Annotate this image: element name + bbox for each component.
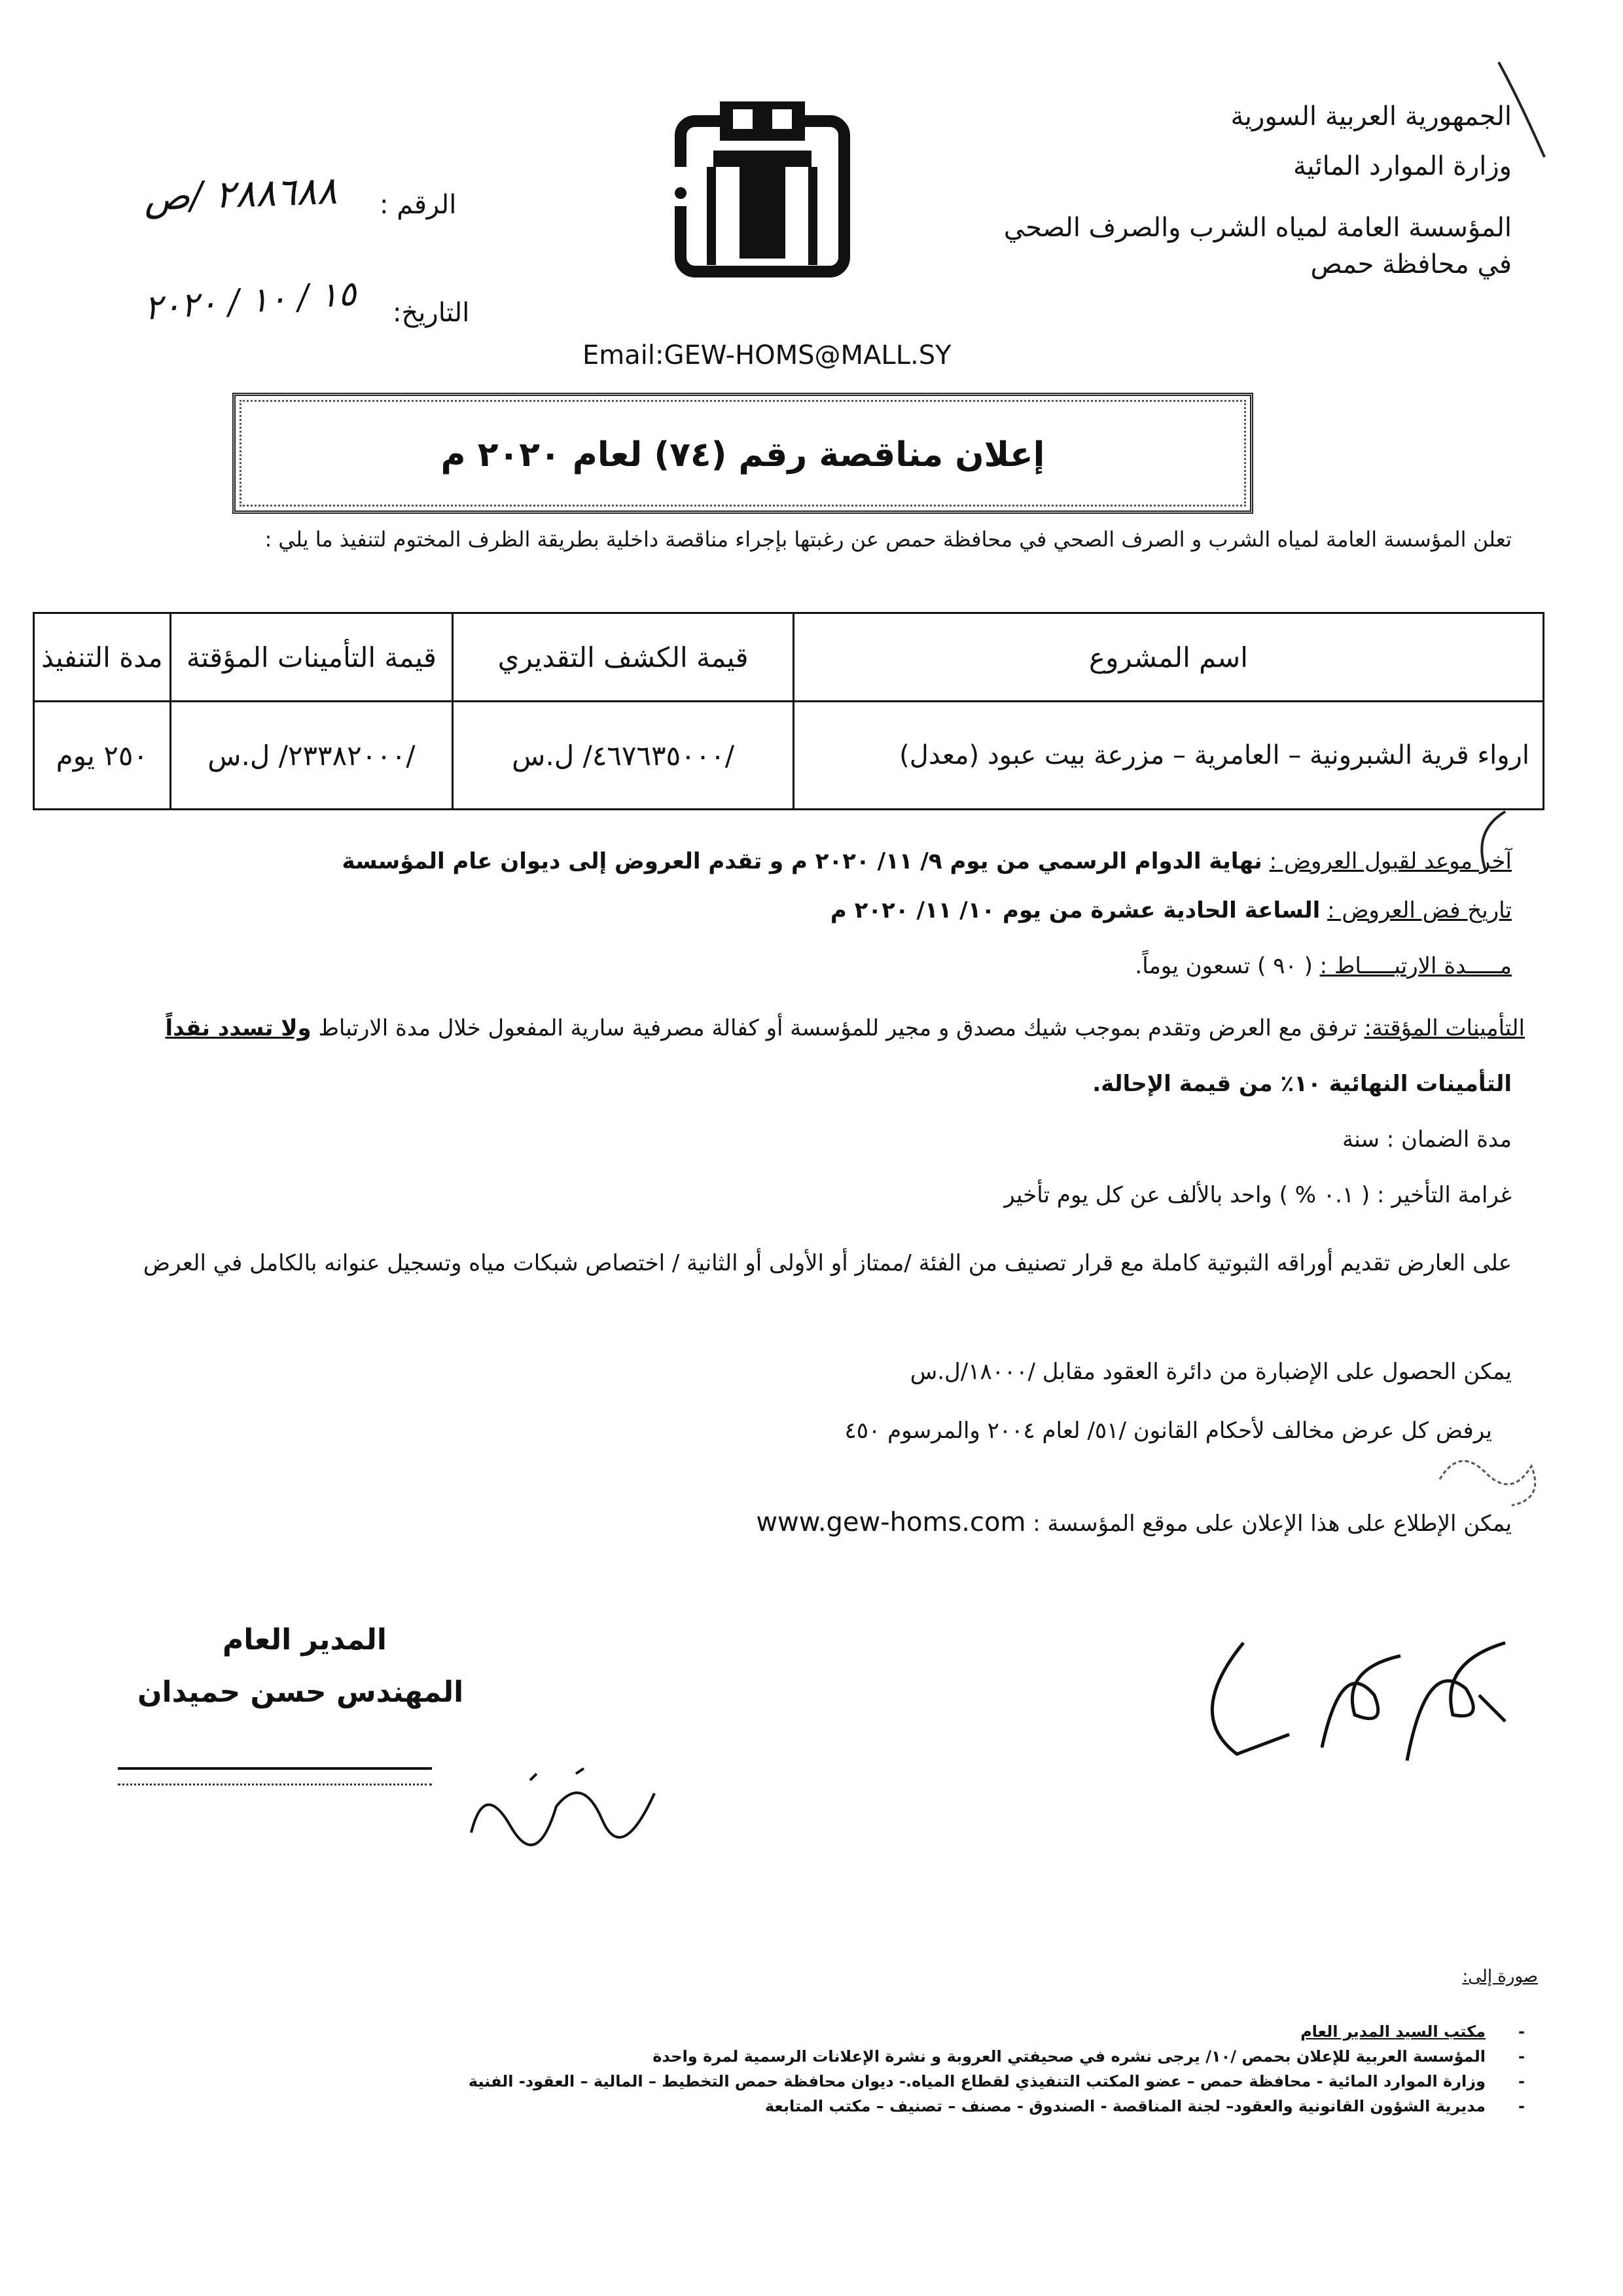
website-text: يمكن الإطلاع على هذا الإعلان على موقع المؤسسة : <box>1033 1511 1512 1537</box>
table-row <box>34 702 1544 810</box>
col-duration: مدة التنفيذ <box>34 613 171 702</box>
bidder-requirement-line: على العارض تقديم أوراقه الثبوتية كاملة مع قرار تصنيف من الفئة /ممتاز أو الأولى أو الثانية / اختصاص شبكات مياه وتسجيل عنوانه بالكامل في العرض <box>143 1250 1512 1276</box>
cell-temp-guarantee: /٢٣٣٨٢٠٠٠/ ل.س <box>170 702 453 810</box>
website-line <box>72 1505 1512 1541</box>
tender-table <box>33 612 1544 810</box>
penalty-line: غرامة التأخير : ( ٠.١ % ) واحد بالألف عن كل يوم تأخير <box>1004 1182 1512 1208</box>
col-project-name: اسم المشروع <box>793 613 1543 702</box>
title-frame <box>232 393 1253 514</box>
opening-line <box>72 893 1512 927</box>
opening-text: الساعة الحادية عشرة من يوم ١٠/ ١١/ ٢٠٢٠ م <box>830 897 1321 924</box>
reference-number-label: الرقم : <box>380 190 457 220</box>
cell-estimate-value: /٤٦٧٦٣٥٠٠٠/ ل.س <box>453 702 794 810</box>
list-item: - مديرية الشؤون القانونية والعقود– لجنة المناقصة - الصندوق - مصنف – تصنيف – مكتب المتابعة <box>412 2094 1525 2119</box>
institution-logo <box>668 95 857 278</box>
binding-text: ( ٩٠ ) تسعون يوماً. <box>1135 953 1313 979</box>
table-header-row <box>34 613 1544 702</box>
email-address: Email:GEW-HOMS@MALL.SY <box>582 340 952 370</box>
opening-label: تاريخ فض العروض : <box>1327 897 1512 924</box>
tender-title: إعلان مناقصة رقم (٧٤) لعام ٢٠٢٠ م <box>440 435 1045 475</box>
website-url: www.gew-homs.com <box>756 1507 1026 1537</box>
signature-underline <box>118 1784 432 1785</box>
issuer-header <box>923 92 1512 283</box>
rejection-line: يرفض كل عرض مخالف لأحكام القانون /٥١/ لعام ٢٠٠٤ والمرسوم ٤٥٠ <box>844 1418 1492 1444</box>
header-country: الجمهورية العربية السورية <box>1230 101 1512 132</box>
reference-number-value: ٢٨٨٦٨٨ /ص <box>143 168 338 220</box>
handwritten-note <box>458 1754 668 1872</box>
col-estimate-value: قيمة الكشف التقديري <box>453 613 794 702</box>
cell-project-name: ارواء قرية الشبرونية – العامرية – مزرعة بيت عبود (معدل) <box>793 702 1543 810</box>
cell-duration: ٢٥٠ يوم <box>34 702 171 810</box>
temp-guarantee-tail: ولا تسدد نقداً <box>165 1015 312 1041</box>
date-label: التاريخ: <box>393 298 470 328</box>
header-governorate: في محافظة حمص <box>1310 249 1512 279</box>
warranty-line: مدة الضمان : سنة <box>1342 1126 1512 1153</box>
signatory-title: المدير العام <box>223 1623 387 1657</box>
list-item: - مكتب السيد المدير العام <box>412 2019 1525 2044</box>
copies-list <box>412 2019 1551 2119</box>
signatory-name: المهندس حسن حميدان <box>137 1676 464 1709</box>
temp-guarantee-label: التأمينات المؤقتة: <box>1364 1015 1525 1041</box>
deadline-label: آخر موعد لقبول العروض : <box>1269 848 1512 874</box>
handwritten-scribble <box>1433 1440 1551 1518</box>
deadline-line <box>72 844 1512 878</box>
final-guarantee-line: التأمينات النهائية ١٠٪ من قيمة الإحالة. <box>1092 1071 1512 1097</box>
signature-line <box>118 1767 432 1770</box>
binding-line <box>72 949 1512 983</box>
deadline-text: نهاية الدوام الرسمي من يوم ٩/ ١١/ ٢٠٢٠ م و تقدم العروض إلى ديوان عام المؤسسة <box>342 848 1262 874</box>
dossier-line: يمكن الحصول على الإضبارة من دائرة العقود مقابل /١٨٠٠٠/ل.س <box>910 1359 1512 1385</box>
list-item: - وزارة الموارد المائية - محافظة حمص – عضو المكتب التنفيذي لقطاع المياه.- ديوان محافظة حمص التخطيط – المالية – العقود- الفنية <box>412 2069 1525 2094</box>
temp-guarantee-line <box>59 1011 1525 1045</box>
temp-guarantee-text: ترفق مع العرض وتقدم بموجب شيك مصدق و مجير للمؤسسة أو كفالة مصرفية سارية المفعول خلال مدة الارتباط <box>318 1015 1357 1041</box>
list-item: - المؤسسة العربية للإعلان بحمص /١٠/ يرجى نشره في صحيفتي العروبة و نشرة الإعلانات الرسمية لمرة واحدة <box>412 2044 1525 2069</box>
intro-paragraph: تعلن المؤسسة العامة لمياه الشرب و الصرف الصحي في محافظة حمص عن رغبتها بإجراء مناقصة داخلية بطريقة الظرف المختوم لتنفيذ ما يلي : <box>264 527 1512 552</box>
binding-label: مـــــدة الارتبـــــاط : <box>1319 953 1512 979</box>
handwritten-signature <box>1191 1617 1531 1787</box>
header-ministry: وزارة الموارد المائية <box>1293 151 1512 181</box>
col-temp-guarantee: قيمة التأمينات المؤقتة <box>170 613 453 702</box>
date-value: ١٥ / ١٠ / ٢٠٢٠ <box>143 274 358 329</box>
copies-heading: صورة إلى: <box>1462 1967 1538 1986</box>
header-institution: المؤسسة العامة لمياه الشرب والصرف الصحي <box>1003 213 1512 243</box>
